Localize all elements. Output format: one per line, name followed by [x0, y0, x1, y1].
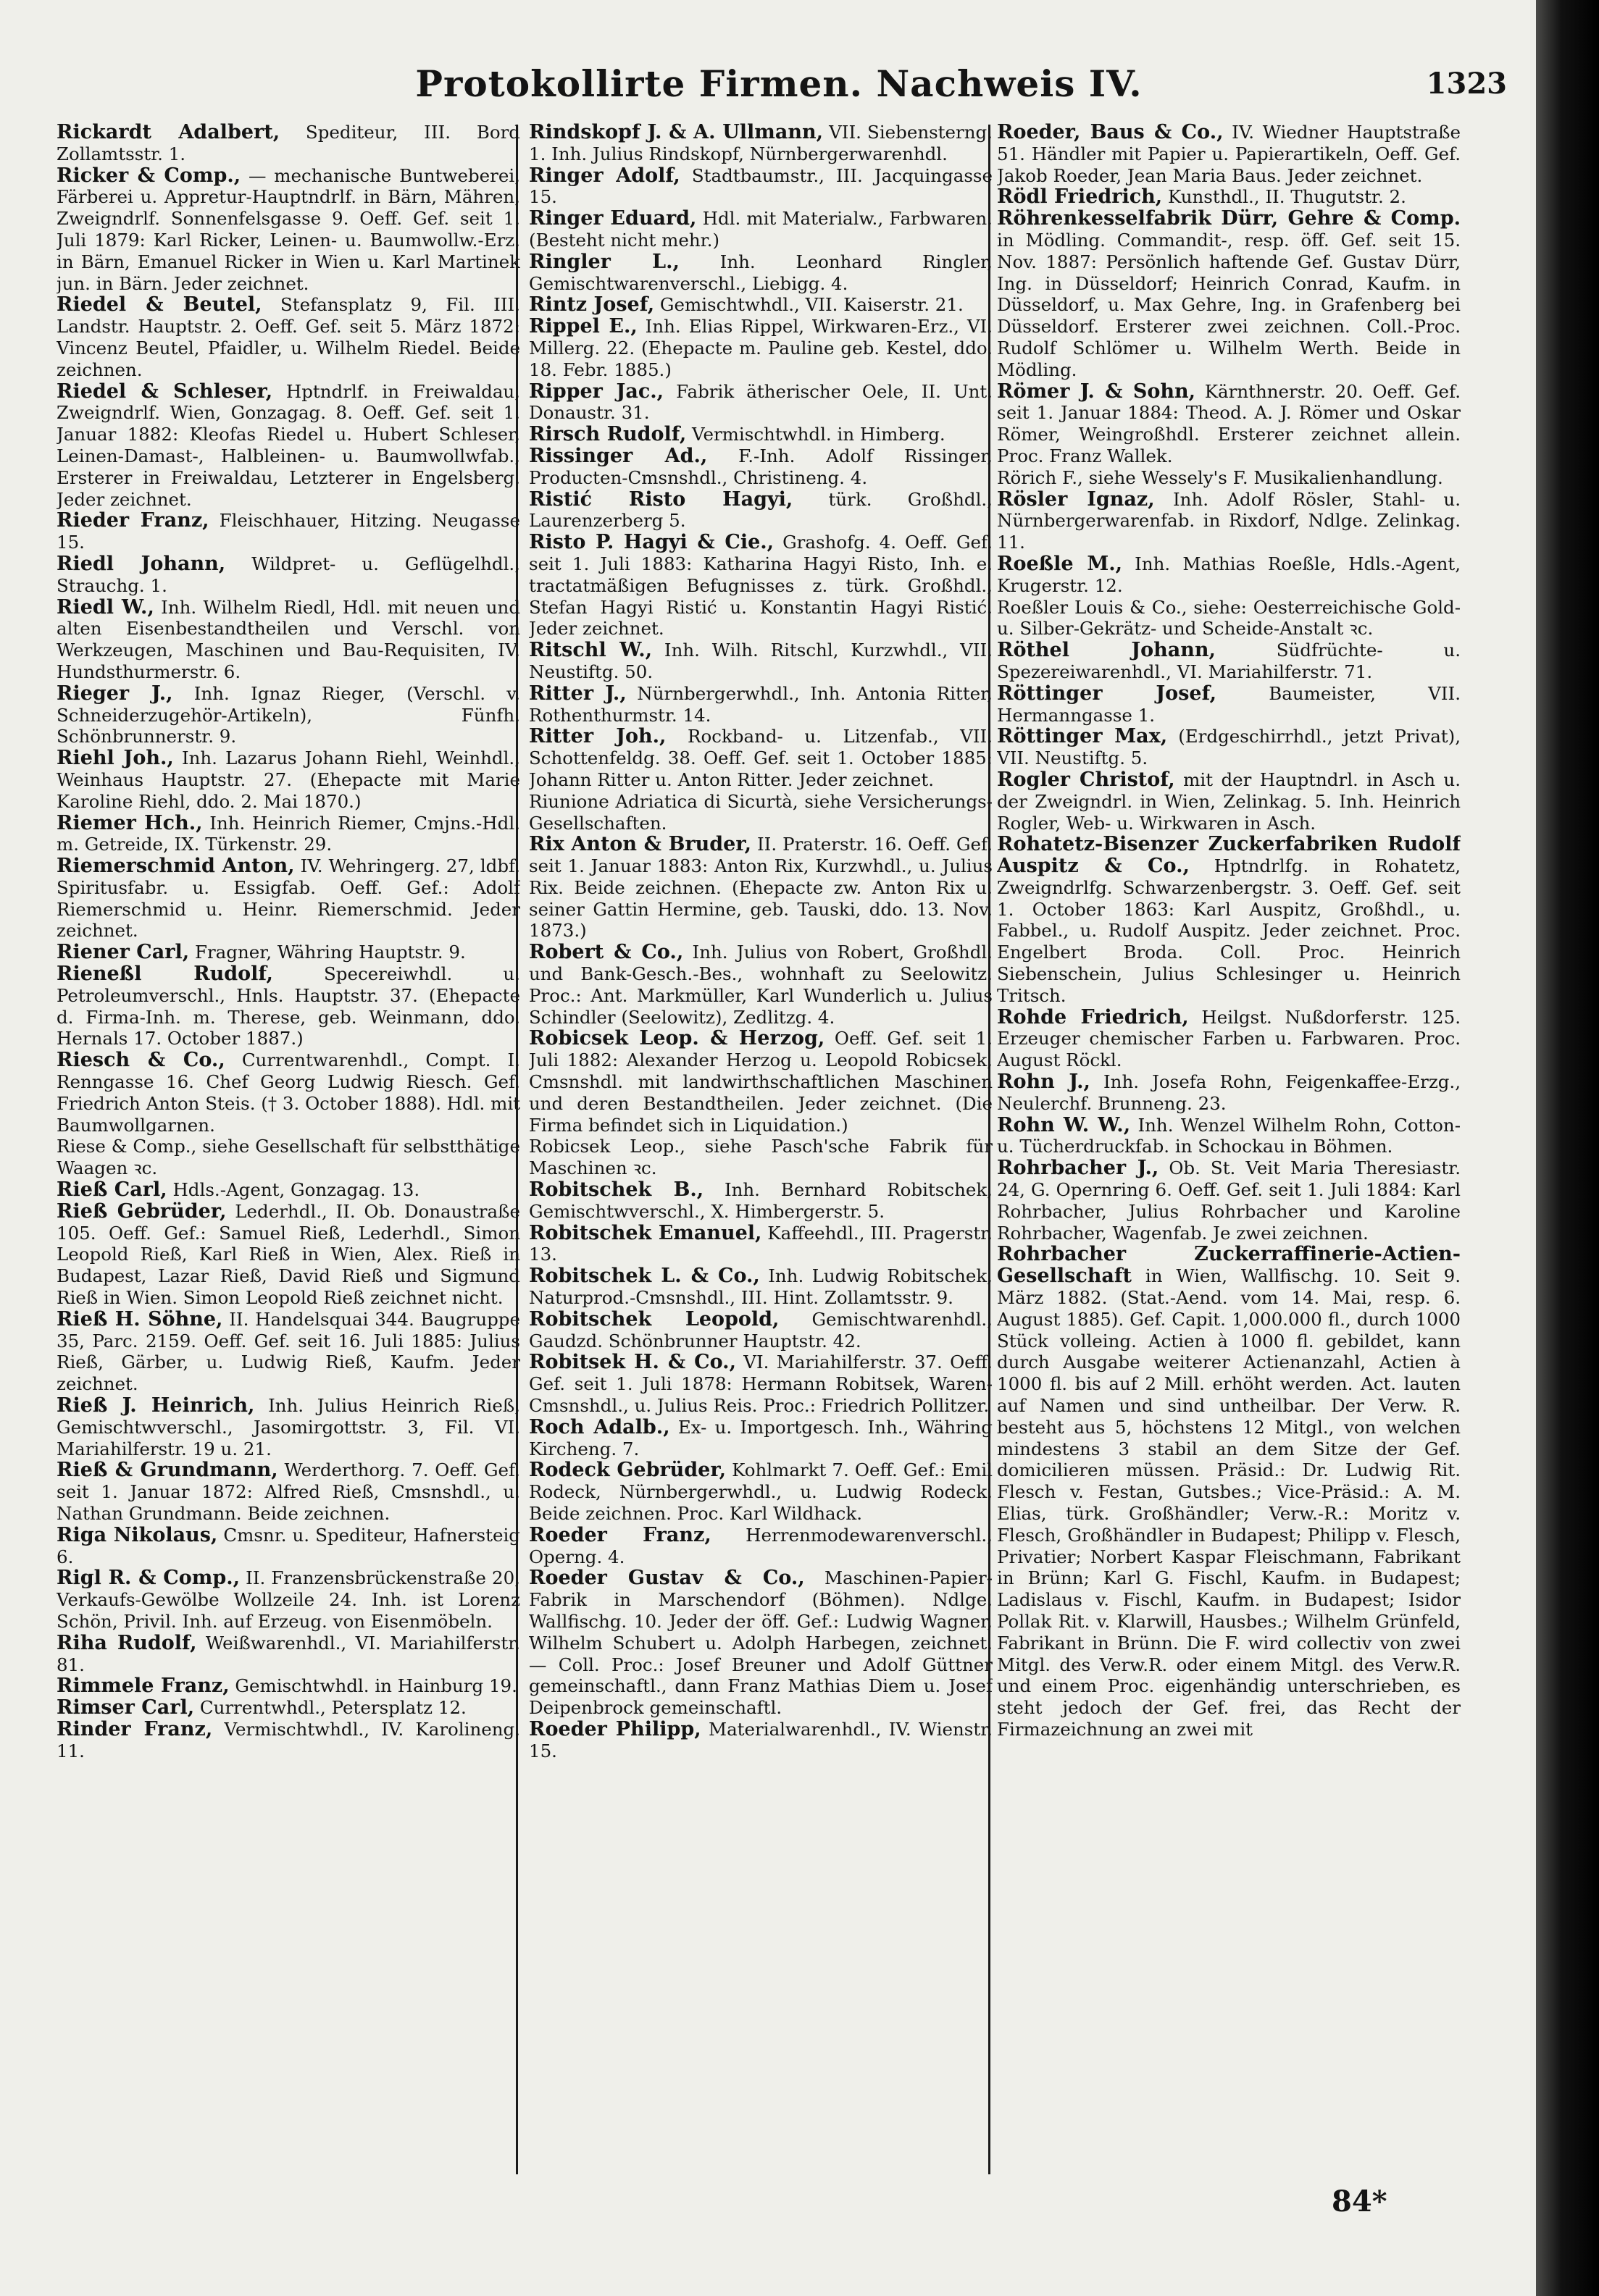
firm-details: Werderthorg. 7. Oeff. Gef. seit 1. Januar 1872: Alfred Rieß, Cmsnshdl., u. Nathan Grundmann. Beide zeichnen. — [57, 1459, 520, 1524]
firm-details: Grashofg. 4. Oeff. Gef. seit 1. Juli 1883: Katharina Hagyi Risto, Inh. e. tractatmäßigen Befugnisses z. türk. Großhdl., Stefan Hagyi Ristić u. Konstantin Hagyi Ristić. Jeder zeichnet. — [529, 532, 993, 640]
firm-name: Rödl Friedrich, — [997, 185, 1163, 209]
firm-details: Weißwarenhdl., VI. Mariahilferstr. 81. — [57, 1632, 520, 1675]
directory-entry — [997, 489, 1461, 553]
firm-details: Riese & Comp., siehe Gesellschaft für selbstthätige Waagen ꝛc. — [57, 1136, 520, 1179]
firm-details: in Wien, Wallfischg. 10. Seit 9. März 1882. (Stat.-Aend. vom 14. Mai, resp. 6. August 1885). Gef. Capit. 1,000.000 fl., durch 1000 Stück volleing. Actien à 1000 fl. gebildet, kann durch Ausgabe weiterer Actienanzahl, Actien à 1000 fl. bis auf 2 Mill. erhöht werden. Act. lauten auf Namen und sind untheilbar. Der Verw. R. besteht aus 5, höchstens 12 Mitgl., von welchen mindestens 3 stabil an dem Sitze der Gef. domicilieren müssen. Präsid.: Dr. Ludwig Rit. Flesch v. Festan, Gutsbes.; Vice-Präsid.: A. M. Elias, türk. Großhändler; Verw.-R.: Moritz v. Flesch, Großhändler in Budapest; Philipp v. Flesch, Privatier; Norbert Kaspar Fleischmann, Fabrikant in Brünn; Karl G. Fischl, Kaufm. in Budapest; Ladislaus v. Fischl, Kaufm. in Budapest; Isidor Pollak Rit. v. Klarwill, Hausbes.; Wilhelm Grünfeld, Fabrikant in Brünn. Die F. wird collectiv von zwei Mitgl. des Verw.R. oder einem Mitgl. des Verw.R. und einem Proc. eigenhändig unterschrieben, es steht jedoch der Gef. frei, das Recht der Firmazeichnung an zwei mit — [997, 1265, 1461, 1740]
firm-name: Rimser Carl, — [57, 1696, 195, 1719]
directory-entry — [997, 122, 1461, 186]
firm-details: Oeff. Gef. seit 1. Juli 1882: Alexander Herzog u. Leopold Robicsek, Cmsnshdl. mit landwirthschaftlichen Maschinen und deren Bestandtheilen. Jeder zeichnet. (Die Firma befindet sich in Liquidation.) — [529, 1028, 993, 1136]
firm-name: Riedel & Beutel, — [57, 293, 262, 317]
firm-details: Currentwhdl., Petersplatz 12. — [194, 1697, 467, 1719]
firm-details: Kunsthdl., II. Thugutstr. 2. — [1162, 186, 1406, 208]
firm-details: Fragner, Währing Hauptstr. 9. — [189, 942, 466, 963]
firm-details: Heilgst. Nußdorferstr. 125. Erzeuger chemischer Farben u. Farbwaren. Proc. August Röckl. — [997, 1006, 1461, 1071]
firm-name: Ringer Eduard, — [529, 207, 697, 230]
firm-details: Inh. Leonhard Ringler, Gemischtwarenverschl., Liebigg. 4. — [529, 251, 993, 294]
directory-entry — [997, 834, 1461, 1006]
firm-details: Inh. Bernhard Robitschek, Gemischtwverschl., X. Himbergerstr. 5. — [529, 1179, 993, 1222]
firm-details: Rockband- u. Litzenfab., VII. Schottenfeldg. 38. Oeff. Gef. seit 1. October 1885: Johann Ritter u. Anton Ritter. Jeder zeichnet. — [529, 726, 993, 790]
firm-name: Rodeck Gebrüder, — [529, 1459, 727, 1482]
directory-entry — [997, 1244, 1461, 1740]
directory-entry — [997, 769, 1461, 834]
firm-details: Gemischtwhdl., VII. Kaiserstr. 21. — [654, 294, 964, 316]
firm-details: — mechanische Buntweberei, Färberei u. Appretur-Hauptndrlf. in Bärn, Mähren, Zweigndrlf. Sonnenfelsgasse 9. Oeff. Gef. seit 1. Juli 1879: Karl Ricker, Leinen- u. Baumwollw.-Erz. in Bärn, Emanuel Ricker in Wien u. Karl Martinek jun. in Bärn. Jeder zeichnet. — [57, 164, 520, 294]
directory-entry — [997, 186, 1461, 208]
firm-details: Spediteur, III. Bord Zollamtsstr. 1. — [57, 122, 520, 164]
column-2 — [529, 122, 993, 2200]
firm-name: Roeder Franz, — [529, 1523, 711, 1546]
directory-entry — [529, 165, 993, 209]
firm-name: Riga Nikolaus, — [57, 1523, 218, 1546]
directory-entry — [57, 1049, 520, 1136]
firm-name: Rieß Carl, — [57, 1178, 167, 1202]
firm-details: Vermischtwhdl. in Himberg. — [686, 424, 945, 445]
firm-name: Rieder Franz, — [57, 509, 209, 532]
directory-entry — [997, 467, 1461, 489]
firm-details: II. Handelsquai 344. Baugruppe 35, Parc. 2159. Oeff. Gef. seit 16. Juli 1885: Julius Rieß, Gärber, u. Ludwig Rieß, Kaufm. Jeder zeichnet. — [57, 1308, 520, 1395]
firm-name: Riedl W., — [57, 595, 154, 619]
column-3 — [997, 122, 1461, 2200]
firm-name: Rohn W. W., — [997, 1113, 1131, 1136]
firm-details: IV. Wiedner Hauptstraße 51. Händler mit Papier u. Papierartikeln, Oeff. Gef. Jakob Roeder, Jean Maria Baus. Jeder zeichnet. — [997, 122, 1461, 186]
firm-name: Riesch & Co., — [57, 1049, 225, 1072]
firm-details: Inh. Lazarus Johann Riehl, Weinhdl., Weinhaus Hauptstr. 27. (Ehepacte mit Marie Karoline Riehl, ddo. 2. Mai 1870.) — [57, 747, 520, 812]
firm-details: Inh. Elias Rippel, Wirkwaren-Erz., VI. Millerg. 22. (Ehepacte m. Pauline geb. Kestel, ddo. 18. Febr. 1885.) — [529, 316, 993, 380]
directory-entry — [57, 1309, 520, 1395]
firm-details: Ob. St. Veit Maria Theresiastr. 24, G. Opernring 6. Oeff. Gef. seit 1. Juli 1884: Karl Rohrbacher, Julius Rohrbacher und Karoline Rohrbacher, Wagenfab. Je zwei zeichnen. — [997, 1157, 1461, 1244]
directory-entry — [529, 316, 993, 380]
directory-entry — [57, 510, 520, 553]
firm-name: Rieß & Grundmann, — [57, 1459, 278, 1482]
firm-name: Rix Anton & Bruder, — [529, 833, 751, 856]
firm-details: Lederhdl., II. Ob. Donaustraße 105. Oeff. Gef.: Samuel Rieß, Lederhdl., Simon Leopold Rieß, Karl Rieß in Wien, Alex. Rieß in Budapest, Lazar Rieß, David Rieß und Sigmund Rieß in Wien. Simon Leopold Rieß zeichnet nicht. — [57, 1200, 520, 1309]
directory-entry — [529, 445, 993, 489]
directory-entry — [997, 1071, 1461, 1115]
directory-entry — [529, 251, 993, 295]
firm-details: Maschinen-Papier-Fabrik in Marschendorf (Böhmen). Ndlge. Wallfischg. 10. Jeder der öff. Gef.: Ludwig Wagner, Wilhelm Schubert u. Adolph Harbegen, zeichnet. — Coll. Proc.: Josef Breuner und Adolf Güttner gemeinschaftl., dann Franz Mathias Diem u. Josef Deipenbrock gemeinschaftl. — [529, 1567, 993, 1719]
firm-name: Rimmele Franz, — [57, 1675, 230, 1698]
directory-entry — [529, 381, 993, 424]
firm-details: IV. Wehringerg. 27, ldbf. Spiritusfabr. u. Essigfab. Oeff. Gef.: Adolf Riemerschmid u. Heinr. Riemerschmid. Jeder zeichnet. — [57, 855, 520, 942]
firm-name: Röthel Johann, — [997, 639, 1216, 662]
firm-name: Rindskopf J. & A. Ullmann, — [529, 122, 824, 143]
directory-entry — [529, 683, 993, 726]
firm-details: Wildpret- u. Geflügelhdl., Strauchg. 1. — [57, 553, 520, 596]
directory-entry — [529, 1719, 993, 1762]
directory-entry — [529, 1459, 993, 1524]
directory-entry — [57, 294, 520, 380]
directory-entry — [529, 1028, 993, 1136]
firm-name: Robitschek Emanuel, — [529, 1221, 762, 1244]
firm-details: (Erdgeschirrhdl., jetzt Privat), VII. Neustiftg. 5. — [997, 726, 1461, 769]
firm-details: Roeßler Louis & Co., siehe: Oesterreichische Gold- u. Silber-Gekrätz- und Scheide-Anstalt ꝛc. — [997, 596, 1461, 640]
firm-details: Stefansplatz 9, Fil. III. Landstr. Hauptstr. 2. Oeff. Gef. seit 5. März 1872: Vincenz Beutel, Pfaidler, u. Wilhelm Riedel. Beide zeichnen. — [57, 294, 520, 380]
firm-details: Inh. Julius Heinrich Rieß, Gemischtwverschl., Jasomirgottstr. 3, Fil. VI. Mariahilferstr. 19 u. 21. — [57, 1395, 520, 1459]
scan-edge — [1536, 0, 1599, 2296]
firm-name: Rieneßl Rudolf, — [57, 963, 273, 986]
firm-details: Nürnbergerwhdl., Inh. Antonia Ritter, Rothenthurmstr. 14. — [529, 682, 993, 726]
firm-name: Riener Carl, — [57, 941, 190, 964]
column-1 — [57, 122, 520, 2200]
firm-details: Inh. Heinrich Riemer, Cmjns.-Hdl. m. Getreide, IX. Türkenstr. 29. — [57, 812, 520, 855]
firm-name: Roeßle M., — [997, 552, 1123, 575]
firm-name: Rieß J. Heinrich, — [57, 1394, 255, 1417]
firm-details: Kärnthnerstr. 20. Oeff. Gef. seit 1. Januar 1884: Theod. A. J. Römer und Oskar Römer, Weingroßhdl. Ersterer zeichnet allein. Proc. Franz Wallek. — [997, 380, 1461, 466]
directory-entry — [997, 726, 1461, 769]
firm-details: VII. Siebensterng. 1. Inh. Julius Rindskopf, Nürnbergerwarenhdl. — [529, 122, 993, 164]
firm-name: Rohn J., — [997, 1071, 1090, 1094]
firm-name: Roeder Philipp, — [529, 1717, 701, 1740]
directory-entry — [529, 640, 993, 683]
firm-name: Rohatetz-Bisenzer Zuckerfabriken Rudolf Auspitz & Co., — [997, 833, 1461, 878]
firm-name: Rieger J., — [57, 682, 173, 705]
firm-name: Riemerschmid Anton, — [57, 855, 295, 878]
directory-entry — [529, 1352, 993, 1416]
directory-entry — [997, 208, 1461, 380]
firm-details: Inh. Wilh. Ritschl, Kurzwhdl., VII. Neustiftg. 50. — [529, 640, 993, 682]
firm-details: Inh. Wilhelm Riedl, Hdl. mit neuen und alten Eisenbestandtheilen und Verschl. von Werkzeugen, Maschinen und Bau-Requisiten, IV. Hundsthurmerstr. 6. — [57, 596, 520, 682]
firm-name: Römer J. & Sohn, — [997, 380, 1195, 403]
firm-name: Roch Adalb., — [529, 1415, 670, 1438]
firm-name: Riedel & Schleser, — [57, 380, 273, 403]
firm-details: Inh. Josefa Rohn, Feigenkaffee-Erzg., Neulerchf. Brunneng. 23. — [997, 1071, 1461, 1114]
firm-details: Kohlmarkt 7. Oeff. Gef.: Emil Rodeck, Nürnbergerwhdl., u. Ludwig Rodeck. Beide zeichnen. Proc. Karl Wildhack. — [529, 1459, 993, 1524]
firm-name: Ritter J., — [529, 682, 627, 705]
firm-details: Hdl. mit Materialw., Farbwaren. (Besteht nicht mehr.) — [529, 208, 993, 251]
firm-name: Roeder Gustav & Co., — [529, 1567, 805, 1590]
directory-entry — [57, 1633, 520, 1676]
firm-details: Kaffeehdl., III. Pragerstr. 13. — [529, 1222, 993, 1265]
firm-name: Ricker & Comp., — [57, 164, 241, 187]
firm-name: Riemer Hch., — [57, 811, 203, 834]
directory-entry — [529, 942, 993, 1028]
firm-name: Robitschek B., — [529, 1178, 704, 1202]
directory-entry — [529, 1179, 993, 1223]
firm-name: Röttinger Max, — [997, 725, 1168, 748]
firm-name: Riedl Johann, — [57, 552, 226, 575]
directory-entry — [57, 1697, 520, 1719]
firm-details: in Mödling. Commandit-, resp. öff. Gef. seit 15. Nov. 1887: Persönlich haftende Gef. Gustav Dürr, Ing. in Düsseldorf; Heinrich Conrad, Kaufm. in Düsseldorf, u. Max Gehre, Ing. in Grafenberg bei Düsseldorf. Ersterer zwei zeichnen. Coll.-Proc. Rudolf Schlömer u. Wilhelm Werth. Beide in Mödling. — [997, 229, 1461, 380]
firm-name: Robitschek Leopold, — [529, 1307, 780, 1331]
directory-entry — [997, 1157, 1461, 1244]
directory-entry — [57, 1525, 520, 1568]
firm-name: Ritter Joh., — [529, 725, 667, 748]
firm-details: Specereiwhdl. u. Petroleumverschl., Hnls. Hauptstr. 37. (Ehepacte d. Firma-Inh. m. Therese, geb. Weinmann, ddo. Hernals 17. October 1887.) — [57, 963, 520, 1049]
firm-details: VI. Mariahilferstr. 37. Oeff. Gef. seit 1. Juli 1878: Hermann Robitsek, Waren-Cmsnshdl., u. Julius Reis. Proc.: Friedrich Pollitzer. — [529, 1352, 993, 1417]
firm-details: Materialwarenhdl., IV. Wienstr. 15. — [529, 1718, 993, 1761]
directory-entry — [529, 1417, 993, 1460]
sheet-signature: 84* — [1332, 2184, 1387, 2219]
firm-name: Röttinger Josef, — [997, 682, 1216, 705]
firm-details: Inh. Julius von Robert, Großhdl. und Bank-Gesch.-Bes., wohnhaft zu Seelowitz. Proc.: Ant. Markmüller, Karl Wunderlich u. Julius Schindler (Seelowitz), Zedlitzg. 4. — [529, 942, 993, 1028]
directory-entry — [57, 1395, 520, 1459]
firm-details: Herrenmodewarenverschl., Operng. 4. — [529, 1524, 993, 1567]
directory-entry — [57, 1459, 520, 1524]
directory-entry — [529, 208, 993, 251]
firm-name: Röhrenkesselfabrik Dürr, Gehre & Comp. — [997, 207, 1461, 230]
directory-entry — [529, 791, 993, 834]
firm-name: Rieß Gebrüder, — [57, 1199, 227, 1223]
firm-details: Inh. Adolf Rösler, Stahl- u. Nürnbergerwarenfab. in Rixdorf, Ndlge. Zelinkag. 11. — [997, 488, 1461, 553]
directory-entry — [57, 381, 520, 511]
firm-details: Cmsnr. u. Spediteur, Hafnersteig 6. — [57, 1524, 520, 1567]
firm-name: Risto P. Hagyi & Cie., — [529, 531, 775, 554]
directory-entry — [997, 640, 1461, 683]
directory-entry — [997, 597, 1461, 640]
firm-details: Inh. Ludwig Robitschek, Naturprod.-Cmsnshdl., III. Hint. Zollamtsstr. 9. — [529, 1265, 993, 1309]
directory-entry — [997, 1007, 1461, 1071]
directory-entry — [57, 553, 520, 597]
page-title: Protokollirte Firmen. Nachweis IV. — [415, 62, 1143, 105]
directory-entry — [57, 1201, 520, 1309]
firm-details: türk. Großhdl., Laurenzerberg 5. — [529, 488, 993, 532]
firm-name: Riha Rudolf, — [57, 1631, 197, 1654]
firm-name: Rohrbacher J., — [997, 1157, 1159, 1180]
firm-details: II. Praterstr. 16. Oeff. Gef. seit 1. Januar 1883: Anton Rix, Kurzwhdl., u. Julius Rix. Beide zeichnen. (Ehepacte zw. Anton Rix u. seiner Gattin Hermine, geb. Tauski, ddo. 13. Nov. 1873.) — [529, 834, 993, 942]
firm-name: Rösler Ignaz, — [997, 487, 1155, 511]
firm-details: Hptndrlfg. in Rohatetz, Zweigndrlfg. Schwarzenbergstr. 3. Oeff. Gef. seit 1. October 1863: Karl Auspitz, Großhdl., u. Fabbel., u. Rudolf Auspitz. Jeder zeichnet. Proc. Engelbert Broda. Coll. Proc. Heinrich Siebenschein, Julius Schlesinger u. Heinrich Tritsch. — [997, 855, 1461, 1006]
directory-entry — [529, 122, 993, 165]
directory-entry — [57, 1179, 520, 1201]
directory-entry — [997, 1115, 1461, 1158]
directory-entry — [57, 813, 520, 856]
page-header — [51, 62, 1507, 113]
directory-entry — [57, 122, 520, 165]
directory-entry — [529, 1567, 993, 1719]
firm-name: Rippel E., — [529, 315, 638, 338]
directory-entry — [529, 532, 993, 640]
firm-name: Robert & Co., — [529, 941, 684, 964]
firm-name: Rieß H. Söhne, — [57, 1307, 223, 1331]
directory-entry — [997, 553, 1461, 597]
firm-name: Rintz Josef, — [529, 293, 655, 317]
firm-details: Riunione Adriatica di Sicurtà, siehe Versicherungs-Gesellschaften. — [529, 790, 993, 834]
firm-name: Rigl R. & Comp., — [57, 1567, 241, 1590]
firm-details: Baumeister, VII. Hermanngasse 1. — [997, 682, 1461, 726]
firm-details: mit der Hauptndrl. in Asch u. der Zweigndrl. in Wien, Zelinkag. 5. Inh. Heinrich Rogler, Web- u. Wirkwaren in Asch. — [997, 768, 1461, 834]
firm-details: Hdls.-Agent, Gonzagag. 13. — [167, 1179, 420, 1201]
firm-name: Roeder, Baus & Co., — [997, 122, 1224, 143]
directory-entry — [529, 1525, 993, 1568]
page-number: 1323 — [1426, 67, 1507, 101]
directory-entry — [997, 683, 1461, 726]
firm-details: F.-Inh. Adolf Rissinger, Producten-Cmsnshdl., Christineng. 4. — [529, 445, 993, 488]
directory-entry — [57, 747, 520, 812]
directory-entry — [529, 424, 993, 445]
directory-entry — [529, 1136, 993, 1179]
firm-details: II. Franzensbrückenstraße 20, Verkaufs-Gewölbe Wollzeile 24. Inh. ist Lorenz Schön, Privil. Inh. auf Erzeug. von Eisenmöbeln. — [57, 1567, 520, 1632]
firm-name: Rohrbacher Zuckerraffinerie-Actien-Gesellschaft — [997, 1243, 1461, 1288]
firm-details: Inh. Ignaz Rieger, (Verschl. v. Schneiderzugehör-Artikeln), Fünfh. Schönbrunnerstr. 9. — [57, 682, 520, 747]
firm-details: Fabrik ätherischer Oele, II. Unt. Donaustr. 31. — [529, 380, 993, 424]
firm-details: Ex- u. Importgesch. Inh., Währing Kircheng. 7. — [529, 1416, 993, 1459]
firm-name: Ripper Jac., — [529, 380, 664, 403]
directory-entry — [529, 1223, 993, 1266]
firm-details: Vermischtwhdl., IV. Karolineng. 11. — [57, 1718, 520, 1761]
firm-details: Fleischhauer, Hitzing. Neugasse 15. — [57, 510, 520, 553]
firm-name: Robitsek H. & Co., — [529, 1351, 736, 1374]
directory-entry — [57, 855, 520, 942]
firm-details: Currentwarenhdl., Compt. I. Renngasse 16. Chef Georg Ludwig Riesch. Gef. Friedrich Anton Steis. († 3. October 1888). Hdl. mit Baumwollgarnen. — [57, 1049, 520, 1136]
firm-name: Riehl Joh., — [57, 747, 174, 770]
firm-name: Rogler Christof, — [997, 768, 1175, 791]
firm-name: Rickardt Adalbert, — [57, 122, 280, 143]
firm-name: Rinder Franz, — [57, 1717, 213, 1740]
firm-name: Ritschl W., — [529, 639, 653, 662]
directory-entry — [529, 834, 993, 942]
firm-name: Robicsek Leop. & Herzog, — [529, 1027, 825, 1050]
firm-details: Hptndrlf. in Freiwaldau, Zweigndrlf. Wien, Gonzagag. 8. Oeff. Gef. seit 1. Januar 1882: Kleofas Riedel u. Hubert Schleser, Leinen-Damast-, Halbleinen- u. Baumwollwfab., Ersterer in Freiwaldau, Letzterer in Engelsberg. Jeder zeichnet. — [57, 380, 520, 510]
firm-name: Rirsch Rudolf, — [529, 423, 687, 446]
directory-entry — [997, 381, 1461, 467]
directory-entry — [57, 1136, 520, 1179]
directory-entry — [529, 726, 993, 790]
directory-entry — [57, 942, 520, 963]
firm-name: Ringer Adolf, — [529, 164, 680, 187]
firm-details: Gemischtwarenhdl., Gaudzd. Schönbrunner Hauptstr. 42. — [529, 1308, 993, 1352]
directory-entry — [57, 597, 520, 683]
directory-entry — [57, 1719, 520, 1762]
firm-details: Gemischtwhdl. in Hainburg 19. — [229, 1675, 517, 1697]
directory-entry — [529, 1265, 993, 1309]
directory-entry — [529, 1309, 993, 1352]
directory-entry — [529, 489, 993, 532]
firm-details: Inh. Mathias Roeßle, Hdls.-Agent, Krugerstr. 12. — [997, 553, 1461, 596]
firm-name: Rissinger Ad., — [529, 444, 708, 467]
directory-entry — [57, 1675, 520, 1697]
firm-details: Stadtbaumstr., III. Jacquingasse 15. — [529, 164, 993, 208]
directory-entry — [57, 683, 520, 747]
directory-entry — [57, 963, 520, 1049]
firm-name: Ristić Risto Hagyi, — [529, 487, 793, 511]
firm-name: Rohde Friedrich, — [997, 1005, 1189, 1028]
firm-details: Robicsek Leop., siehe Pasch'sche Fabrik für Maschinen ꝛc. — [529, 1136, 993, 1179]
firm-details: Südfrüchte- u. Spezereiwarenhdl., VI. Mariahilferstr. 71. — [997, 640, 1461, 682]
directory-entry — [57, 1567, 520, 1632]
directory-entry — [57, 165, 520, 295]
directory-entry — [529, 294, 993, 316]
firm-details: Rörich F., siehe Wessely's F. Musikalienhandlung. — [997, 466, 1443, 488]
firm-name: Ringler L., — [529, 250, 680, 273]
firm-details: Inh. Wenzel Wilhelm Rohn, Cotton- u. Tücherdruckfab. in Schockau in Böhmen. — [997, 1114, 1461, 1157]
firm-name: Robitschek L. & Co., — [529, 1265, 760, 1288]
